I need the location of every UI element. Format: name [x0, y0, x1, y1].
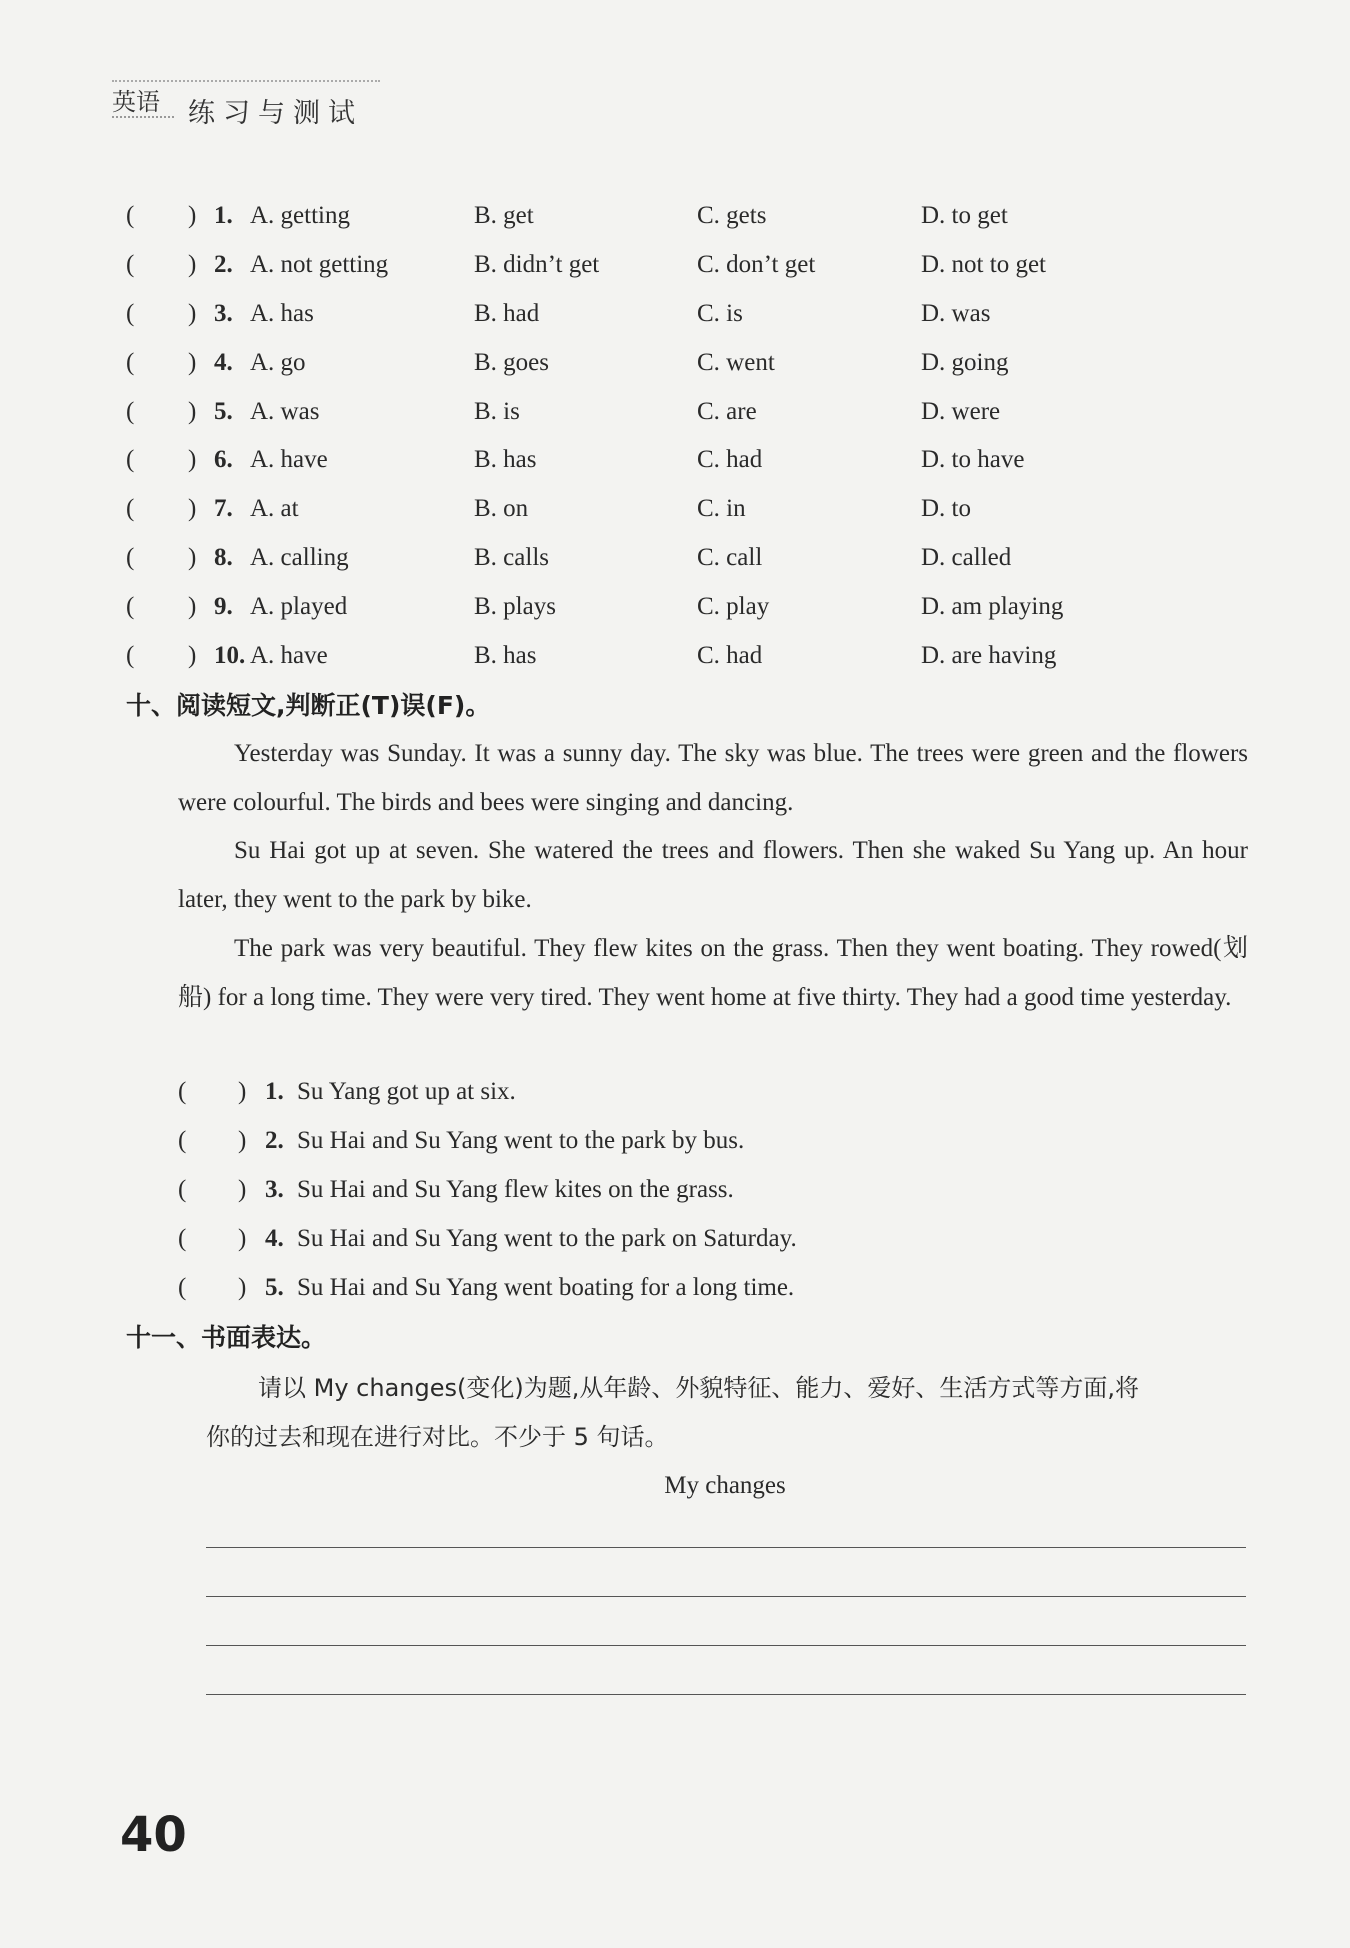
bracket-close: ) [188, 495, 197, 523]
option-b: B. had [474, 299, 540, 327]
option-b: B. get [474, 202, 534, 229]
option-c: C. had [697, 446, 763, 474]
option-c: C. play [697, 593, 770, 621]
choice-row [126, 245, 1226, 294]
option-c: C. are [697, 397, 757, 425]
writing-line[interactable] [206, 1547, 1246, 1548]
bracket-open[interactable]: ( [178, 1126, 187, 1154]
choice-row [126, 294, 1226, 343]
bracket-open: ( [126, 250, 135, 278]
bracket-open: ( [126, 642, 135, 670]
question-number: 5. [265, 1273, 284, 1301]
header-title: 练习与测试 [188, 98, 363, 129]
question-number: 6. [214, 446, 233, 474]
choice-row [126, 196, 1226, 245]
writing-line[interactable] [206, 1596, 1246, 1597]
bracket-close: ) [188, 446, 197, 474]
question-number: 7. [214, 495, 233, 523]
reading-passage [178, 730, 1248, 1022]
option-c: C. gets [697, 202, 767, 229]
question-number: 8. [214, 544, 233, 572]
option-a: A. was [250, 397, 320, 425]
question-number: 1. [265, 1078, 284, 1105]
option-b: B. on [474, 495, 529, 523]
bracket-open: ( [126, 348, 135, 376]
question-number: 9. [214, 593, 233, 621]
bracket-close: ) [188, 544, 197, 572]
choice-row [126, 538, 1226, 587]
passage-paragraph: Su Hai got up at seven. She watered the trees and flowers. Then she waked Su Yang up. An hour later, they went to the park by bike. [178, 837, 1248, 914]
question-number: 4. [214, 348, 233, 376]
bracket-open: ( [126, 544, 135, 572]
bracket-open: ( [126, 202, 135, 229]
bracket-close: ) [188, 593, 197, 621]
option-a: A. go [250, 348, 306, 376]
choice-row [126, 392, 1226, 441]
option-a: A. at [250, 495, 299, 523]
option-a: A. calling [250, 544, 349, 572]
bracket-open[interactable]: ( [178, 1078, 187, 1105]
option-d: D. was [921, 299, 991, 327]
question-text: Su Yang got up at six. [297, 1078, 516, 1105]
bracket-open[interactable]: ( [178, 1175, 187, 1203]
option-c: C. had [697, 642, 763, 670]
bracket-close: ) [188, 348, 197, 376]
section-11-title: 十一、书面表达。 [126, 1323, 327, 1352]
question-number: 2. [214, 250, 233, 278]
option-a: A. have [250, 642, 328, 670]
bracket-open[interactable]: ( [178, 1273, 187, 1301]
option-b: B. didn’t get [474, 250, 600, 278]
bracket-close: ) [188, 299, 197, 327]
option-a: A. has [250, 299, 314, 327]
bracket-close[interactable]: ) [238, 1126, 247, 1154]
option-d: D. are having [921, 642, 1057, 670]
bracket-open: ( [126, 299, 135, 327]
bracket-open: ( [126, 495, 135, 523]
option-c: C. is [697, 299, 743, 327]
bracket-close[interactable]: ) [238, 1175, 247, 1203]
option-d: D. not to get [921, 250, 1046, 278]
writing-prompt-line: 请以 My changes(变化)为题,从年龄、外貌特征、能力、爱好、生活方式等方面,将 [258, 1374, 1139, 1402]
essay-title: My changes [664, 1472, 786, 1499]
option-a: A. getting [250, 202, 350, 229]
bracket-close: ) [188, 642, 197, 670]
option-d: D. called [921, 544, 1012, 572]
bracket-open[interactable]: ( [178, 1224, 187, 1252]
writing-line[interactable] [206, 1645, 1246, 1646]
passage-paragraph: The park was very beautiful. They flew kites on the grass. Then they went boating. They rowed(划船) for a long time. They were very tired. They went home at five thirty. They had a good time yesterday. [178, 934, 1248, 1011]
choice-row [126, 489, 1226, 538]
option-a: A. played [250, 593, 348, 621]
option-b: B. has [474, 642, 537, 670]
choice-questions [126, 196, 1226, 685]
bracket-open: ( [126, 593, 135, 621]
choice-row [126, 343, 1226, 392]
true-false-row [178, 1268, 1178, 1317]
header-subject-underline [112, 116, 174, 118]
true-false-row [178, 1170, 1178, 1219]
bracket-open: ( [126, 446, 135, 474]
choice-row [126, 587, 1226, 636]
option-d: D. going [921, 348, 1009, 376]
true-false-row [178, 1219, 1178, 1268]
option-a: A. not getting [250, 250, 389, 278]
header-subject: 英语 [112, 88, 160, 116]
question-number: 3. [265, 1175, 284, 1203]
option-b: B. calls [474, 544, 549, 572]
bracket-close[interactable]: ) [238, 1273, 247, 1301]
option-b: B. plays [474, 593, 556, 621]
option-c: C. don’t get [697, 250, 816, 278]
option-d: D. to [921, 495, 971, 523]
bracket-open: ( [126, 397, 135, 425]
question-number: 1. [214, 202, 233, 229]
choice-row [126, 440, 1226, 489]
option-b: B. is [474, 397, 520, 425]
option-d: D. were [921, 397, 1001, 425]
question-number: 10. [214, 642, 246, 670]
choice-row [126, 636, 1226, 685]
page-number: 40 [120, 1807, 187, 1863]
question-number: 4. [265, 1224, 284, 1252]
question-text: Su Hai and Su Yang flew kites on the grass. [297, 1175, 734, 1203]
bracket-close[interactable]: ) [238, 1224, 247, 1252]
option-b: B. goes [474, 348, 549, 376]
option-c: C. in [697, 495, 746, 523]
question-number: 2. [265, 1126, 284, 1154]
option-c: C. call [697, 544, 763, 572]
question-text: Su Hai and Su Yang went to the park by bus. [297, 1126, 745, 1154]
option-d: D. to have [921, 446, 1025, 474]
writing-prompt [206, 1364, 1248, 1462]
header-dotted-rule [112, 80, 380, 82]
writing-prompt-line: 你的过去和现在进行对比。不少于 5 句话。 [206, 1423, 669, 1451]
true-false-row [178, 1072, 1178, 1121]
option-c: C. went [697, 348, 775, 376]
page-header [112, 80, 380, 136]
option-d: D. am playing [921, 593, 1064, 621]
option-a: A. have [250, 446, 328, 474]
question-text: Su Hai and Su Yang went boating for a long time. [297, 1273, 795, 1301]
writing-line[interactable] [206, 1694, 1246, 1695]
bracket-close: ) [188, 250, 197, 278]
option-d: D. to get [921, 202, 1008, 229]
true-false-questions [178, 1072, 1178, 1316]
question-number: 5. [214, 397, 233, 425]
option-b: B. has [474, 446, 537, 474]
question-number: 3. [214, 299, 233, 327]
passage-paragraph: Yesterday was Sunday. It was a sunny day. The sky was blue. The trees were green and the flowers were colourful. The birds and bees were singing and dancing. [178, 740, 1248, 816]
bracket-close: ) [188, 202, 197, 229]
bracket-close: ) [188, 397, 197, 425]
section-10-title: 十、阅读短文,判断正(T)误(F)。 [126, 691, 491, 720]
true-false-row [178, 1121, 1178, 1170]
bracket-close[interactable]: ) [238, 1078, 247, 1105]
question-text: Su Hai and Su Yang went to the park on Saturday. [297, 1224, 797, 1252]
